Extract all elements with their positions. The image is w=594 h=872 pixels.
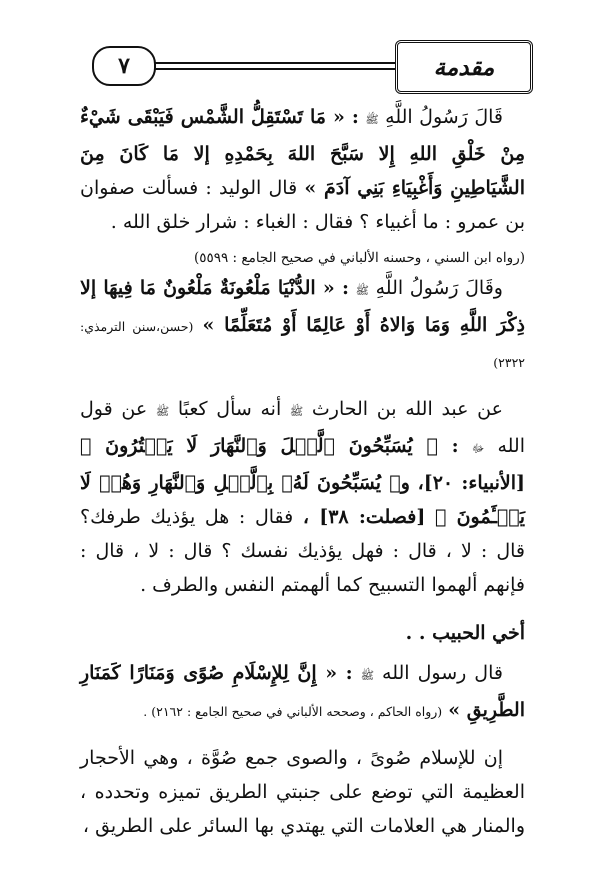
quran-verse: و﴿ يُسَبِّحُونَ لَهُۥ بِٱلَّيۡلِ وَٱلنَّهَارِ وَهُمۡ لَا يَسۡـَٔمُونَ ﴾ bbox=[80, 472, 525, 528]
section-heading: أخي الحبيب . . bbox=[405, 622, 525, 644]
paragraph-5: إن للإسلام صُوىً ، والصوى جمع صُوَّة ، وهي الأحجار العظيمة التي توضع على جنبتي الطريق تميزه وتحدده ، والمنار هي العلامات التي يهتدي بها السائر على الطريق ، bbox=[80, 747, 525, 837]
citation-note: (رواه الحاكم ، وصححه الألباني في صحيح الجامع : ٢١٦٢) . bbox=[143, 704, 443, 719]
narration-lead: عن عبد الله بن الحارث bbox=[311, 398, 503, 420]
narration-mid: أنه سأل كعبًا bbox=[177, 398, 282, 420]
hadith-text: : « الدُّنْيَا مَلْعُونَةٌ مَلْعُونٌ مَا فِيهَا إلا ذِكْرَ اللَّهِ وَمَا وَالاهُ أَوْ عَالِمًا أَوْ مُتَعَلِّمًا » bbox=[80, 277, 525, 336]
section-title: مقدمة bbox=[395, 40, 533, 94]
verse-reference: [الأنبياء: ٢٠]، bbox=[417, 472, 526, 494]
narration-mid: عن قول الله bbox=[80, 398, 525, 457]
paragraph-4 bbox=[80, 656, 525, 729]
salutation-mark: ﷻ bbox=[471, 442, 485, 455]
paragraph-1 bbox=[80, 100, 525, 239]
narration-lead: وقَالَ رَسُولُ اللَّهِ bbox=[375, 277, 503, 299]
header-rule bbox=[146, 68, 414, 70]
header-rule bbox=[146, 62, 414, 64]
narration-lead: قَالَ رَسُولُ اللَّهِ bbox=[385, 106, 504, 128]
salutation-mark: ﷺ bbox=[155, 405, 170, 418]
hadith-text: : « إِنَّ لِلإِسْلَامِ صُوًى وَمَنَارًا كَمَنَارِ الطَّرِيقِ » bbox=[80, 662, 525, 721]
hadith-text: : « مَا تَسْتَقِلُّ الشَّمْس فَيَبْقَى شَيْءٌ مِنْ خَلْقِ اللهِ إِلا سَبَّحَ اللهَ بِحَمْدِهِ إلا مَا كَانَ مِنَ الشَّيَاطِينِ وَأَغْبِيَاءِ بَنِي آدَمَ » bbox=[80, 106, 525, 199]
narration-tail: فقال : هل يؤذيك طرفك؟ قال : لا ، قال : فهل يؤذيك نفسك ؟ قال : لا ، قال : فإنهم ألهموا التسبيح كما ألهمتم النفس والطرف . bbox=[80, 506, 525, 596]
salutation-mark: ﷺ bbox=[289, 405, 304, 418]
salutation-mark: ﷺ bbox=[360, 669, 374, 682]
quran-verse: : ﴿ يُسَبِّحُونَ ٱلَّيۡلَ وَٱلنَّهَارَ لَا يَفۡتُرُونَ ﴾ bbox=[80, 435, 459, 457]
page-body bbox=[80, 100, 525, 843]
paragraph-3 bbox=[80, 392, 525, 602]
narration-lead: قال رسول الله bbox=[382, 662, 503, 684]
page-header bbox=[0, 40, 594, 95]
narration-tail: قال الوليد : فسألت صفوان بن عمرو : ما أغبياء ؟ فقال : الغباء : شرار خلق الله . bbox=[80, 177, 525, 233]
citation-note: (رواه ابن السني ، وحسنه الألباني في صحيح الجامع : ٥٥٩٩) bbox=[193, 250, 525, 266]
salutation-mark: ﷺ bbox=[365, 113, 379, 126]
citation-note: (حسن،سنن الترمذي: ٢٣٢٢) bbox=[80, 319, 525, 370]
paragraph-2 bbox=[80, 271, 525, 380]
page-number: ٧ bbox=[92, 46, 156, 86]
salutation-mark: ﷺ bbox=[355, 284, 369, 297]
verse-reference: [فصلت: ٣٨] ، bbox=[302, 506, 426, 528]
